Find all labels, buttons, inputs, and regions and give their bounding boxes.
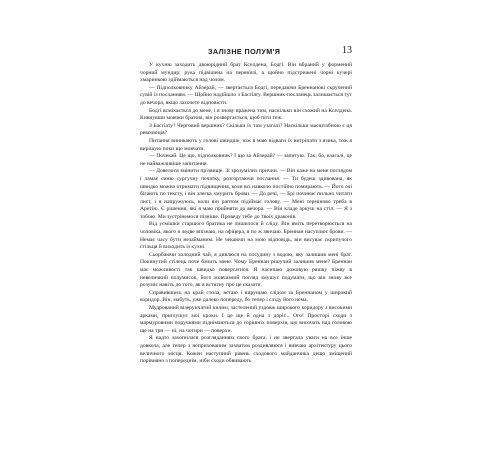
- paragraph: — Довелося змінити прізвище. Зі зрозумілих причин. — Він каже на мене поглядом і ламає синю сургучну печатку, розгортаючи послання. — Ти будеш здивована, як швидко можна отримати підвищення, коли всі навколо постійно помирають. — Його очі бігають по тексту, і він злегка хмурить брови. — До речі, — Брі починає пильно читати лист, і я напружуюсь, коли він раптом підіймає голову. — Мені терміново треба в Аретію. Є рішення, які я маю прийняти до вечора. — Він кладе аркуш на стіл. — Я з тобою. Ми зустрінемося пізніше. Проведу тебе до твоїх драконів.: [140, 168, 352, 220]
- page-header: [140, 47, 352, 59]
- paragraph: З Басгіату? Черговий вершник? Скільки їх там узагалі? Наскільки масштабною є ця революція?: [140, 122, 352, 137]
- paragraph: Сьорбаючи холодний чай, я дивлюся на посудину з водою, яку залишив мені брат. Покинутий стілець поче бачить мене. Чому Бреннан рішучий залишив мене? Бреннан має можливості так швидко повертатися. Я насипаю дожовую ряшку піжву в невеличкий полумисок, його мовчазний погляд змушує подумати, що він знову все розуміє навіть до того, як я встигну про це сказати.: [140, 251, 352, 289]
- page-number: 13: [342, 45, 352, 56]
- paragraph: Від усмішки старшого братика не лишилося й сліду. Він вміть перетворюється на чоловіка, якого я ледве впізнаю, на офіцера, я по ж звичаю. Бреннан насуплює брови. — Немає часу бути незайманим. Не чекаючи на мою відповідь, він висуває скрипучого стільця й виходить із кухні.: [140, 221, 352, 251]
- body-text: [140, 62, 352, 366]
- paragraph: У кухню заходить двоюрідний брат Кселдена, Бодгі. Він вбраний у формений чорний мундир; рука підвішена на перев'язі, а щойно підстрижені чорні кучері хмаринкою здіймаються над чолом.: [140, 62, 352, 84]
- paragraph: — Підполковнику Айзерай, — звертається Бодгі, передаючи Бреннанові скручений сувій із посланням. — Щойно надійшло з Басгіату. Вершник-посланець залишається тут до вечора, якщо захочете відповісти.: [140, 84, 352, 106]
- paragraph: Бодгі всміхається до мене, і я знову вражена тим, наскільки він схожий на Кселдена. Кивнувши мовчки братові, він розвертається, щоб піти теж.: [140, 107, 352, 122]
- paragraph: Питання виникають у голові швидше, ніж я маю відваги їх витріпати з язика, тож я вирішую поки що мовчати.: [140, 137, 352, 152]
- paragraph: Мудрований візерунчатий килим, застелений уздовж широкого коридору з високими арками, приглушує мої кроки. І це ще й одна з доріг... Ого! Просторі сходи з мармуровими поручнями піднімаються до горішніх поверхів, що височать над головою ще на три — ні, на чотири — поверхи.: [140, 305, 352, 334]
- paragraph: — Почекай. Це що, підполковник? І що за Айзерай? — запитую. Так, бо, взагалі, це не найважливіше запитання.: [140, 153, 352, 167]
- paragraph: Справившись на край стола, встаю і вирушаю слідом за Бреннаном у широкий коридор. Він, мабуть, уже далеко попереду, бо тепер і сліду його нема.: [140, 289, 352, 304]
- running-head: ЗАЛІЗНЕ ПОЛУМ'Я: [208, 47, 281, 56]
- paragraph: Я надто захопилася розгляданням свого брата, і не звертала уваги на все інше довкола, але тепер з неприхованим захватом роздивляюся і вивчаю архітектуру цього величного місця. Кожен наступний рівень сходового майданчика дещо зміщений порівняно з попереднім, ніби сходи обвивають: [140, 335, 352, 365]
